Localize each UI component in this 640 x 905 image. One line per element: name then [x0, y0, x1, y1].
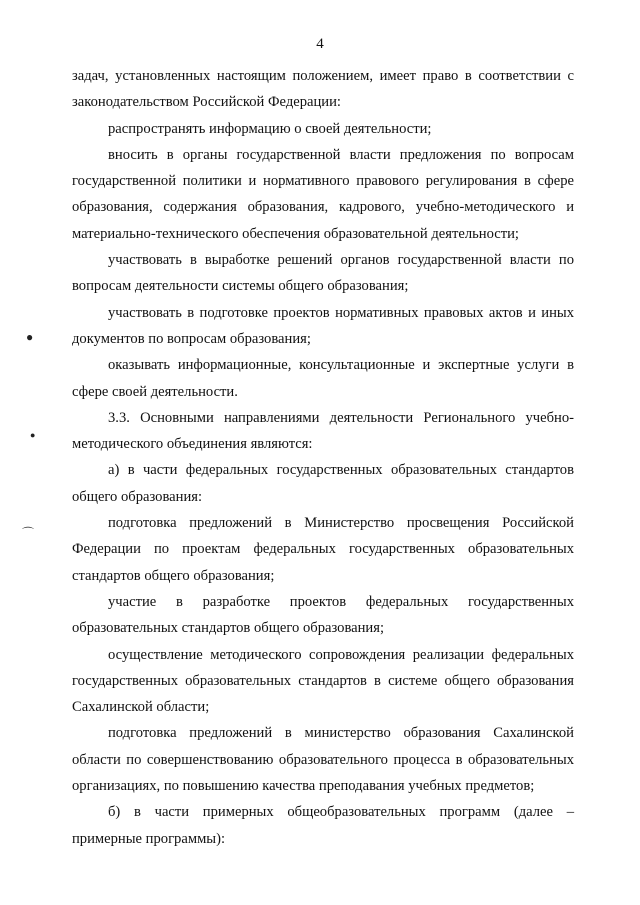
paragraph: осуществление методического сопровождения реализации федеральных государственных образовательных стандартов в системе общего образования Сахалинской области;	[72, 646, 574, 716]
paragraph: подготовка предложений в министерство образования Сахалинской области по совершенствованию образовательного процесса в образовательных организациях, по повышению качества преподавания учебных предметов;	[72, 725, 574, 795]
paragraph: распространять информацию о своей деятельности;	[108, 120, 432, 137]
page-number: 4	[316, 36, 324, 52]
paragraph: оказывать информационные, консультационные и экспертные услуги в сфере своей деятельности.	[72, 357, 574, 400]
scan-mark-icon: ●	[26, 330, 34, 344]
paragraph: участие в разработке проектов федеральных государственных образовательных стандартов общего образования;	[72, 593, 574, 637]
scan-mark-icon: ●	[30, 430, 36, 440]
paragraph: 3.3. Основными направлениями деятельности Регионального учебно-методического объединения являются:	[72, 409, 574, 453]
paragraph: подготовка предложений в Министерство просвещения Российской Федерации по проектам федеральных государственных образовательных стандартов общего образования;	[72, 515, 574, 584]
paragraph: участвовать в выработке решений органов государственной власти по вопросам деятельности системы общего образования;	[72, 252, 574, 295]
paragraph: б) в части примерных общеобразовательных программ (далее – примерные программы):	[72, 804, 574, 847]
paragraph: участвовать в подготовке проектов нормативных правовых актов и иных документов по вопросам образования;	[72, 304, 574, 347]
paragraph: задач, установленных настоящим положением, имеет право в соответствии с законодательством Российской Федерации:	[72, 68, 574, 111]
document-body	[72, 63, 574, 852]
paragraph: а) в части федеральных государственных образовательных стандартов общего образования:	[72, 462, 574, 505]
scan-mark-icon: ⌒	[22, 526, 35, 540]
paragraph: вносить в органы государственной власти предложения по вопросам государственной политики и нормативного правового регулирования в сфере образования, содержания образования, кадрового, учебно-методического и материально-технического обеспечения образовательной деятельности;	[72, 146, 574, 242]
